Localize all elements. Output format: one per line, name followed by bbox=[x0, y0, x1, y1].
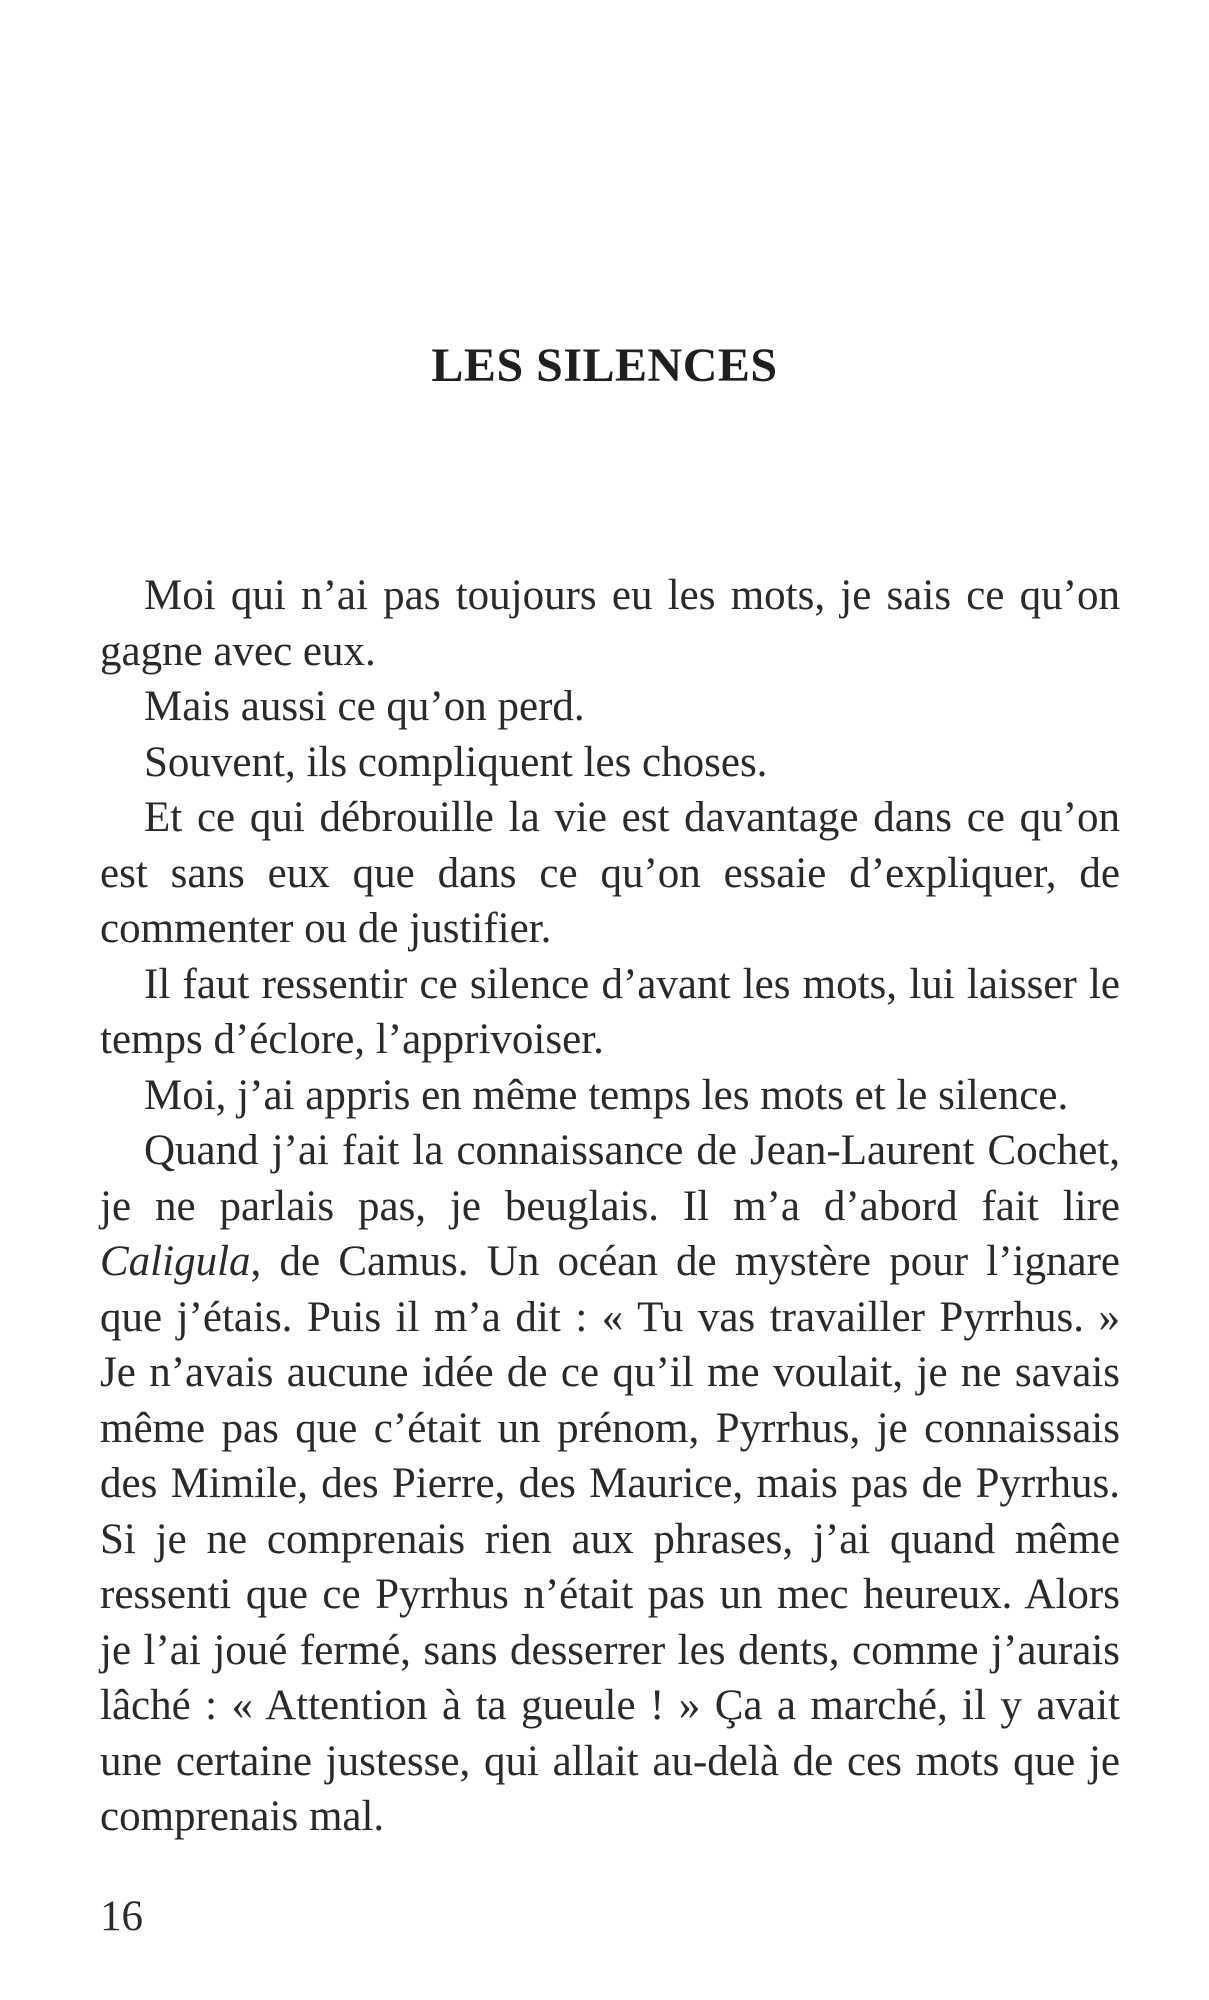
chapter-title: LES SILENCES bbox=[431, 339, 778, 392]
body-text bbox=[100, 568, 1120, 1845]
paragraph: Moi, j’ai appris en même temps les mots et le silence. bbox=[144, 1071, 1069, 1119]
paragraph-text-before: Quand j’ai fait la connaissance de Jean-Laurent Cochet, je ne parlais pas, je beuglais. Il m’a d’abord fait lire bbox=[100, 1127, 1120, 1230]
paragraph: Et ce qui débrouille la vie est davantage dans ce qu’on est sans eux que dans ce qu’on essaie d’expliquer, de commenter ou de justifier. bbox=[100, 794, 1120, 952]
paragraph: Il faut ressentir ce silence d’avant les mots, lui laisser le temps d’éclore, l’apprivoiser. bbox=[100, 960, 1120, 1063]
paragraph: Souvent, ils compliquent les choses. bbox=[144, 738, 768, 786]
paragraph-with-title-reference bbox=[100, 1123, 1120, 1845]
paragraph: Mais aussi ce qu’on perd. bbox=[144, 683, 585, 730]
paragraph: Moi qui n’ai pas toujours eu les mots, je sais ce qu’on gagne avec eux. bbox=[100, 572, 1120, 675]
work-title-italic: Caligula bbox=[100, 1238, 251, 1285]
paragraph-text-after: , de Camus. Un océan de mystère pour l’ignare que j’étais. Puis il m’a dit : « Tu vas travailler Pyrrhus. » Je n’avais aucune idée de ce qu’il me voulait, je ne savais même pas que c’était un prénom, Pyrrhus, je connaissais des Mimile, des Pierre, des Maurice, mais pas de Pyrrhus. Si je ne comprenais rien aux phrases, j’ai quand même ressenti que ce Pyrrhus n’était pas un mec heureux. Alors je l’ai joué fermé, sans desserrer les dents, comme j’aurais lâché : « Attention à ta gueule ! » Ça a marché, il y avait une certaine justesse, qui allait au-delà de ces mots que je comprenais mal. bbox=[100, 1238, 1120, 1840]
page-number: 16 bbox=[100, 1893, 143, 1940]
